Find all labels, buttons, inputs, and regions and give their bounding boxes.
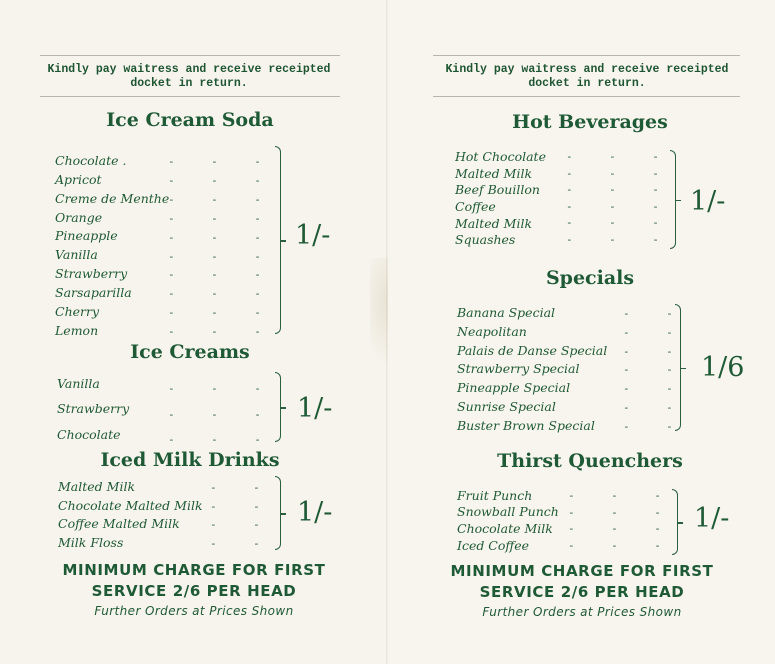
menu-item: Fruit Punch <box>457 488 533 503</box>
menu-left-page <box>0 0 387 664</box>
menu-item: Cherry <box>55 304 100 319</box>
menu-item: Malted Milk <box>455 216 533 231</box>
menu-item: Creme de Menthe <box>55 191 170 206</box>
leader-dots: - - - - - - - - - - - - - - <box>623 307 675 433</box>
menu-item: Chocolate <box>57 427 121 442</box>
menu-item: Pineapple <box>55 228 118 243</box>
section-title-hot-beverages: Hot Beverages <box>512 111 668 133</box>
price-iced-milk-drinks: 1/- <box>297 497 333 528</box>
bottom-rule <box>433 96 740 97</box>
price-thirst-quenchers: 1/- <box>694 503 730 534</box>
menu-item: Buster Brown Special <box>457 418 595 433</box>
payment-note: Kindly pay waitress and receive receipted docket in return. <box>47 63 331 90</box>
menu-item: Palais de Danse Special <box>457 343 608 358</box>
brace-thirst-quenchers <box>672 489 678 555</box>
menu-item: Coffee Malted Milk <box>58 516 180 531</box>
brace-hot-beverages <box>670 150 676 249</box>
menu-item: Lemon <box>55 323 99 338</box>
menu-item: Snowball Punch <box>457 504 559 519</box>
menu-item: Sarsaparilla <box>55 285 132 300</box>
leader-dots: - - - - - - - - <box>210 481 262 551</box>
menu-item: Iced Coffee <box>457 538 530 553</box>
menu-item: Chocolate Milk <box>457 521 553 536</box>
brace-ice-creams <box>275 372 281 442</box>
price-ice-creams: 1/- <box>297 393 333 424</box>
menu-item: Pineapple Special <box>457 380 571 395</box>
price-ice-cream-soda: 1/- <box>295 220 331 251</box>
menu-item: Neapolitan <box>457 324 527 339</box>
brace-ice-cream-soda <box>275 146 281 334</box>
section-title-iced-milk-drinks: Iced Milk Drinks <box>100 449 280 471</box>
menu-item: Vanilla <box>55 247 98 262</box>
brace-specials <box>675 304 681 431</box>
payment-note: Kindly pay waitress and receive receipted docket in return. <box>445 63 729 90</box>
leader-dots: - - - - - - - - - - - - - - - - - - <box>566 150 661 246</box>
price-specials: 1/6 <box>701 352 745 383</box>
menu-item: Squashes <box>455 232 516 247</box>
section-title-thirst-quenchers: Thirst Quenchers <box>497 450 683 472</box>
minimum-charge-line-2: SERVICE 2/6 PER HEAD <box>91 582 297 600</box>
menu-item: Malted Milk <box>58 479 136 494</box>
menu-item: Vanilla <box>57 376 100 391</box>
minimum-charge-line-1: MINIMUM CHARGE FOR FIRST <box>450 562 714 580</box>
bottom-rule <box>40 96 340 97</box>
menu-item: Strawberry <box>55 266 128 281</box>
menu-item: Strawberry Special <box>457 361 580 376</box>
leader-dots: - - - - - - - - - - - - - - - - - - - - - - - - - - - - - - <box>168 155 263 339</box>
leader-dots: - - - - - - - - - <box>168 382 263 446</box>
menu-item: Beef Bouillon <box>455 182 540 197</box>
brace-iced-milk-drinks <box>275 476 281 550</box>
menu-item: Milk Floss <box>58 535 124 550</box>
menu-right-page <box>388 0 775 664</box>
menu-item: Banana Special <box>457 305 556 320</box>
menu-item: Malted Milk <box>455 166 533 181</box>
menu-item: Coffee <box>455 199 496 214</box>
menu-item: Hot Chocolate <box>455 149 546 164</box>
menu-item: Apricot <box>55 172 102 187</box>
menu-item: Chocolate Malted Milk <box>58 498 203 513</box>
top-rule <box>40 55 340 56</box>
section-title-ice-cream-soda: Ice Cream Soda <box>106 109 274 131</box>
leader-dots: - - - - - - - - - - - - <box>568 489 663 553</box>
top-rule <box>433 55 740 56</box>
menu-item: Orange <box>55 210 103 225</box>
section-title-specials: Specials <box>545 267 635 289</box>
further-orders-note: Further Orders at Prices Shown <box>482 605 682 619</box>
menu-item: Sunrise Special <box>457 399 556 414</box>
price-hot-beverages: 1/- <box>690 186 726 217</box>
minimum-charge-line-2: SERVICE 2/6 PER HEAD <box>479 583 685 601</box>
minimum-charge-line-1: MINIMUM CHARGE FOR FIRST <box>62 561 326 579</box>
section-title-ice-creams: Ice Creams <box>130 341 250 363</box>
menu-item: Strawberry <box>57 401 130 416</box>
further-orders-note: Further Orders at Prices Shown <box>94 604 294 618</box>
menu-item: Chocolate . <box>55 153 127 168</box>
